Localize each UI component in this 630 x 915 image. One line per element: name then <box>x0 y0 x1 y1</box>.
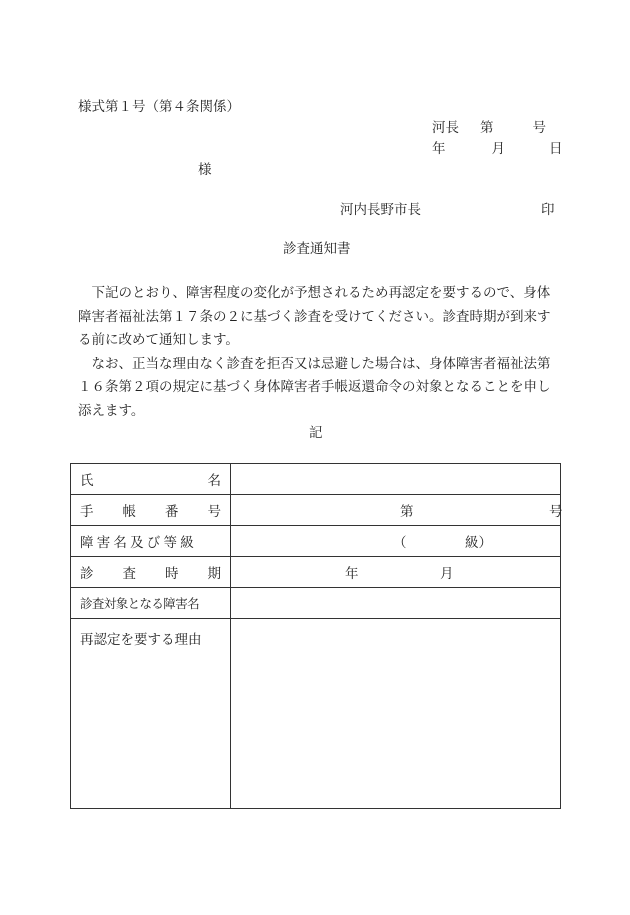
exam-month: 月 <box>440 566 454 582</box>
table-row <box>71 557 561 588</box>
disability-grade-value <box>231 526 561 557</box>
notebook-number-label: 手 帳 番 号 <box>71 495 231 526</box>
name-value <box>231 464 561 495</box>
body-text <box>78 282 558 423</box>
body-paragraph-1: 下記のとおり、障害程度の変化が予想されるため再認定を要するので、身体障害者福祉法第１７条の２に基づく診査を受けてください。診査時期が到来する前に改めて通知します。 <box>78 285 551 348</box>
reason-value <box>231 619 561 809</box>
name-label: 氏 名 <box>71 464 231 495</box>
table-row <box>71 464 561 495</box>
ki-heading: 記 <box>309 425 323 441</box>
document-number-prefix: 河長 <box>432 120 459 136</box>
document-number-dai: 第 <box>480 120 494 136</box>
issue-date <box>432 143 563 157</box>
addressee-suffix: 様 <box>198 162 212 178</box>
document-title: 診査通知書 <box>283 241 351 257</box>
disability-grade-label: 障害名及び等級 <box>71 526 231 557</box>
grade-open-paren: （ <box>393 535 407 551</box>
notebook-number-value <box>231 495 561 526</box>
issue-date-year: 年 <box>432 141 446 157</box>
table-row <box>71 526 561 557</box>
seal-mark: 印 <box>541 202 555 218</box>
table-row <box>71 588 561 619</box>
exam-info-table <box>70 463 561 809</box>
notebook-dai: 第 <box>400 504 414 520</box>
notebook-go: 号 <box>549 504 563 520</box>
grade-close: 級） <box>465 535 492 551</box>
table-row <box>71 619 561 809</box>
issuer-name: 河内長野市長 <box>340 202 421 218</box>
target-disability-label: 診査対象となる障害名 <box>71 588 231 619</box>
exam-period-label: 診 査 時 期 <box>71 557 231 588</box>
table-row <box>71 495 561 526</box>
reason-label: 再認定を要する理由 <box>71 619 231 809</box>
issue-date-month: 月 <box>491 141 505 157</box>
exam-period-value <box>231 557 561 588</box>
body-paragraph-2: なお、正当な理由なく診査を拒否又は忌避した場合は、身体障害者福祉法第１６条第２項の規定に基づく身体障害者手帳返還命令の対象となることを申し添えます。 <box>78 355 551 419</box>
exam-year: 年 <box>345 566 359 582</box>
document-number-go: 号 <box>532 120 546 136</box>
target-disability-value <box>231 588 561 619</box>
form-number: 様式第１号（第４条関係） <box>78 99 240 115</box>
document-number <box>432 122 546 136</box>
issue-date-day: 日 <box>549 141 563 157</box>
